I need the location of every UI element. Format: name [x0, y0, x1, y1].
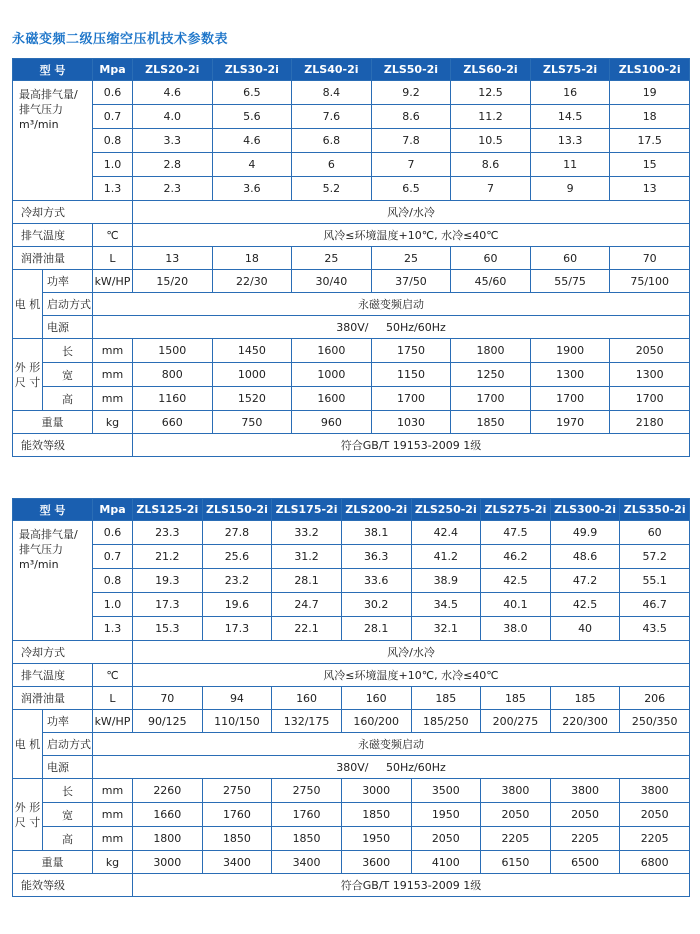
weight-cell: 660: [133, 411, 213, 434]
length-cell: 2260: [133, 779, 203, 803]
flow-cell: 38.1: [341, 521, 411, 545]
flow-row: [13, 521, 690, 545]
header-row: [13, 59, 690, 81]
weight-label: 重量: [13, 411, 93, 434]
oil-cell: 25: [371, 247, 451, 270]
flow-cell: 17.3: [202, 617, 272, 641]
unit-kg: kg: [93, 411, 133, 434]
weight-cell: 6150: [481, 851, 551, 874]
exhaust-temp-label: 排气温度: [13, 664, 93, 687]
width-cell: 1850: [341, 803, 411, 827]
supply-label: 电源: [43, 316, 93, 339]
length-cell: 2750: [272, 779, 342, 803]
pressure-cell: 0.8: [93, 129, 133, 153]
width-cell: 1760: [202, 803, 272, 827]
width-label: 宽: [43, 363, 93, 387]
power-cell: 185/250: [411, 710, 481, 733]
flow-cell: 28.1: [341, 617, 411, 641]
flow-cell: 42.5: [481, 569, 551, 593]
unit-l: L: [93, 247, 133, 270]
length-label: 长: [43, 779, 93, 803]
flow-cell: 27.8: [202, 521, 272, 545]
flow-cell: 4: [212, 153, 292, 177]
weight-cell: 2180: [610, 411, 690, 434]
pressure-cell: 0.7: [93, 545, 133, 569]
energy-label: 能效等级: [13, 874, 133, 897]
oil-cell: 206: [620, 687, 690, 710]
flow-label: [13, 521, 93, 641]
flow-row: [13, 593, 690, 617]
exhaust-temp-label: 排气温度: [13, 224, 93, 247]
supply-value: 380V/ 50Hz/60Hz: [93, 756, 690, 779]
height-cell: 1700: [371, 387, 451, 411]
flow-label: [13, 81, 93, 201]
height-cell: 1600: [292, 387, 372, 411]
unit-l: L: [93, 687, 133, 710]
width-cell: 2050: [481, 803, 551, 827]
model-header: ZLS100-2i: [610, 59, 690, 81]
width-cell: 1950: [411, 803, 481, 827]
exhaust-temp-value: 风冷≤环境温度+10℃, 水冷≤40℃: [133, 224, 690, 247]
width-cell: 1250: [451, 363, 531, 387]
width-cell: 800: [133, 363, 213, 387]
width-cell: 2050: [620, 803, 690, 827]
height-label: 高: [43, 387, 93, 411]
width-label: 宽: [43, 803, 93, 827]
header-row: [13, 499, 690, 521]
flow-cell: 47.2: [550, 569, 620, 593]
flow-cell: 5.6: [212, 105, 292, 129]
power-label: 功率: [43, 270, 93, 293]
model-header: ZLS40-2i: [292, 59, 372, 81]
flow-cell: 40: [550, 617, 620, 641]
length-cell: 3800: [620, 779, 690, 803]
oil-cell: 60: [530, 247, 610, 270]
power-cell: 37/50: [371, 270, 451, 293]
height-row: [13, 387, 690, 411]
exhaust-temp-value: 风冷≤环境温度+10℃, 水冷≤40℃: [133, 664, 690, 687]
flow-cell: 14.5: [530, 105, 610, 129]
width-cell: 1660: [133, 803, 203, 827]
oil-cell: 160: [341, 687, 411, 710]
unit-kw: kW/HP: [93, 270, 133, 293]
power-cell: 250/350: [620, 710, 690, 733]
power-row: [13, 270, 690, 293]
model-header: ZLS75-2i: [530, 59, 610, 81]
flow-cell: 11: [530, 153, 610, 177]
unit-kw: kW/HP: [93, 710, 133, 733]
flow-cell: 9: [530, 177, 610, 201]
power-cell: 45/60: [451, 270, 531, 293]
flow-row: [13, 545, 690, 569]
flow-cell: 55.1: [620, 569, 690, 593]
oil-cell: 60: [451, 247, 531, 270]
oil-cell: 185: [550, 687, 620, 710]
flow-cell: 4.6: [212, 129, 292, 153]
weight-cell: 960: [292, 411, 372, 434]
height-cell: 1520: [212, 387, 292, 411]
weight-cell: 6800: [620, 851, 690, 874]
oil-row: [13, 687, 690, 710]
length-cell: 1450: [212, 339, 292, 363]
flow-cell: 4.6: [133, 81, 213, 105]
height-cell: 1950: [341, 827, 411, 851]
length-cell: 3500: [411, 779, 481, 803]
length-row: [13, 779, 690, 803]
flow-cell: 33.6: [341, 569, 411, 593]
power-cell: 55/75: [530, 270, 610, 293]
flow-cell: 13.3: [530, 129, 610, 153]
supply-value: 380V/ 50Hz/60Hz: [93, 316, 690, 339]
flow-label-line3: m³/min: [19, 118, 59, 131]
height-cell: 1700: [610, 387, 690, 411]
weight-cell: 1970: [530, 411, 610, 434]
flow-cell: 32.1: [411, 617, 481, 641]
height-row: [13, 827, 690, 851]
cooling-value: 风冷/水冷: [133, 641, 690, 664]
cooling-row: [13, 641, 690, 664]
pressure-cell: 0.7: [93, 105, 133, 129]
weight-cell: 3400: [202, 851, 272, 874]
pressure-cell: 1.0: [93, 593, 133, 617]
flow-cell: 31.2: [272, 545, 342, 569]
length-cell: 1900: [530, 339, 610, 363]
power-cell: 160/200: [341, 710, 411, 733]
length-cell: 2750: [202, 779, 272, 803]
flow-cell: 15: [610, 153, 690, 177]
flow-cell: 38.0: [481, 617, 551, 641]
power-cell: 200/275: [481, 710, 551, 733]
cooling-label: 冷却方式: [13, 201, 133, 224]
length-cell: 1500: [133, 339, 213, 363]
width-row: [13, 803, 690, 827]
power-label: 功率: [43, 710, 93, 733]
length-cell: 3000: [341, 779, 411, 803]
flow-cell: 3.3: [133, 129, 213, 153]
flow-cell: 34.5: [411, 593, 481, 617]
flow-cell: 6.5: [212, 81, 292, 105]
oil-cell: 25: [292, 247, 372, 270]
weight-cell: 3600: [341, 851, 411, 874]
unit-c: ℃: [93, 664, 133, 687]
flow-row: [13, 617, 690, 641]
unit-c: ℃: [93, 224, 133, 247]
weight-cell: 750: [212, 411, 292, 434]
start-label: 启动方式: [43, 733, 93, 756]
flow-cell: 15.3: [133, 617, 203, 641]
flow-cell: 57.2: [620, 545, 690, 569]
flow-cell: 25.6: [202, 545, 272, 569]
flow-cell: 36.3: [341, 545, 411, 569]
model-header: ZLS275-2i: [481, 499, 551, 521]
width-cell: 1300: [530, 363, 610, 387]
height-label: 高: [43, 827, 93, 851]
energy-value: 符合GB/T 19153-2009 1级: [133, 434, 690, 457]
flow-label-line3: m³/min: [19, 558, 59, 571]
flow-cell: 6.8: [292, 129, 372, 153]
oil-label: 润滑油量: [13, 247, 93, 270]
oil-row: [13, 247, 690, 270]
height-cell: 2205: [550, 827, 620, 851]
unit-mm: mm: [93, 803, 133, 827]
oil-cell: 13: [133, 247, 213, 270]
flow-row: [13, 105, 690, 129]
flow-row: [13, 81, 690, 105]
flow-cell: 11.2: [451, 105, 531, 129]
power-cell: 90/125: [133, 710, 203, 733]
flow-cell: 19.3: [133, 569, 203, 593]
flow-cell: 2.8: [133, 153, 213, 177]
length-label: 长: [43, 339, 93, 363]
power-cell: 22/30: [212, 270, 292, 293]
height-cell: 1850: [272, 827, 342, 851]
model-header: ZLS350-2i: [620, 499, 690, 521]
oil-cell: 94: [202, 687, 272, 710]
flow-label-line1: 最高排气量/: [19, 88, 78, 101]
pressure-cell: 0.6: [93, 81, 133, 105]
model-header: ZLS30-2i: [212, 59, 292, 81]
unit-mm: mm: [93, 779, 133, 803]
power-cell: 132/175: [272, 710, 342, 733]
oil-cell: 18: [212, 247, 292, 270]
pressure-cell: 1.3: [93, 177, 133, 201]
header-model: 型 号: [13, 499, 93, 521]
oil-cell: 185: [481, 687, 551, 710]
length-cell: 1600: [292, 339, 372, 363]
header-model: 型 号: [13, 59, 93, 81]
flow-label-line2: 排气压力: [19, 543, 63, 556]
page-title: 永磁变频二级压缩空压机技术参数表: [12, 32, 229, 47]
flow-cell: 12.5: [451, 81, 531, 105]
power-cell: 220/300: [550, 710, 620, 733]
width-cell: 1000: [292, 363, 372, 387]
flow-cell: 7: [371, 153, 451, 177]
flow-cell: 49.9: [550, 521, 620, 545]
spec-table-2: [12, 498, 690, 897]
height-cell: 2205: [620, 827, 690, 851]
flow-cell: 17.5: [610, 129, 690, 153]
flow-cell: 16: [530, 81, 610, 105]
oil-cell: 185: [411, 687, 481, 710]
flow-cell: 8.6: [451, 153, 531, 177]
pressure-cell: 0.8: [93, 569, 133, 593]
model-header: ZLS60-2i: [451, 59, 531, 81]
cooling-row: [13, 201, 690, 224]
cooling-label: 冷却方式: [13, 641, 133, 664]
weight-cell: 1030: [371, 411, 451, 434]
supply-label: 电源: [43, 756, 93, 779]
spec-table-1: [12, 58, 690, 457]
dims-label: 外 形 尺 寸: [13, 339, 43, 411]
flow-row: [13, 153, 690, 177]
width-row: [13, 363, 690, 387]
flow-cell: 40.1: [481, 593, 551, 617]
height-cell: 1160: [133, 387, 213, 411]
flow-cell: 24.7: [272, 593, 342, 617]
flow-cell: 23.3: [133, 521, 203, 545]
flow-cell: 17.3: [133, 593, 203, 617]
flow-cell: 33.2: [272, 521, 342, 545]
model-header: ZLS200-2i: [341, 499, 411, 521]
flow-cell: 42.5: [550, 593, 620, 617]
start-label: 启动方式: [43, 293, 93, 316]
flow-cell: 6.5: [371, 177, 451, 201]
height-cell: 1700: [451, 387, 531, 411]
length-cell: 1750: [371, 339, 451, 363]
flow-cell: 9.2: [371, 81, 451, 105]
flow-cell: 19.6: [202, 593, 272, 617]
flow-cell: 38.9: [411, 569, 481, 593]
flow-row: [13, 177, 690, 201]
flow-cell: 23.2: [202, 569, 272, 593]
weight-cell: 3000: [133, 851, 203, 874]
height-cell: 2050: [411, 827, 481, 851]
cooling-value: 风冷/水冷: [133, 201, 690, 224]
flow-cell: 13: [610, 177, 690, 201]
pressure-cell: 1.0: [93, 153, 133, 177]
weight-label: 重量: [13, 851, 93, 874]
exhaust-temp-row: [13, 664, 690, 687]
flow-cell: 46.7: [620, 593, 690, 617]
oil-cell: 70: [610, 247, 690, 270]
motor-label: 电 机: [13, 270, 43, 339]
height-cell: 1850: [202, 827, 272, 851]
flow-cell: 46.2: [481, 545, 551, 569]
unit-mm: mm: [93, 363, 133, 387]
width-cell: 2050: [550, 803, 620, 827]
flow-cell: 47.5: [481, 521, 551, 545]
exhaust-temp-row: [13, 224, 690, 247]
width-cell: 1760: [272, 803, 342, 827]
width-cell: 1000: [212, 363, 292, 387]
width-cell: 1300: [610, 363, 690, 387]
energy-value: 符合GB/T 19153-2009 1级: [133, 874, 690, 897]
height-cell: 1800: [133, 827, 203, 851]
height-cell: 2205: [481, 827, 551, 851]
start-value: 永磁变频启动: [93, 733, 690, 756]
weight-cell: 4100: [411, 851, 481, 874]
flow-cell: 48.6: [550, 545, 620, 569]
model-header: ZLS50-2i: [371, 59, 451, 81]
model-header: ZLS20-2i: [133, 59, 213, 81]
weight-row: [13, 411, 690, 434]
model-header: ZLS250-2i: [411, 499, 481, 521]
flow-cell: 10.5: [451, 129, 531, 153]
start-value: 永磁变频启动: [93, 293, 690, 316]
model-header: ZLS125-2i: [133, 499, 203, 521]
power-cell: 15/20: [133, 270, 213, 293]
oil-cell: 160: [272, 687, 342, 710]
supply-row: [13, 756, 690, 779]
flow-cell: 5.2: [292, 177, 372, 201]
flow-cell: 19: [610, 81, 690, 105]
oil-label: 润滑油量: [13, 687, 93, 710]
energy-label: 能效等级: [13, 434, 133, 457]
length-cell: 2050: [610, 339, 690, 363]
flow-cell: 28.1: [272, 569, 342, 593]
start-row: [13, 293, 690, 316]
flow-cell: 8.6: [371, 105, 451, 129]
pressure-cell: 0.6: [93, 521, 133, 545]
header-mpa: Mpa: [93, 499, 133, 521]
weight-cell: 3400: [272, 851, 342, 874]
flow-cell: 60: [620, 521, 690, 545]
power-cell: 30/40: [292, 270, 372, 293]
unit-mm: mm: [93, 827, 133, 851]
flow-cell: 6: [292, 153, 372, 177]
flow-cell: 22.1: [272, 617, 342, 641]
header-mpa: Mpa: [93, 59, 133, 81]
flow-cell: 18: [610, 105, 690, 129]
height-cell: 1700: [530, 387, 610, 411]
weight-cell: 6500: [550, 851, 620, 874]
length-row: [13, 339, 690, 363]
energy-row: [13, 874, 690, 897]
start-row: [13, 733, 690, 756]
power-cell: 110/150: [202, 710, 272, 733]
flow-cell: 41.2: [411, 545, 481, 569]
flow-cell: 43.5: [620, 617, 690, 641]
weight-cell: 1850: [451, 411, 531, 434]
supply-row: [13, 316, 690, 339]
flow-cell: 7: [451, 177, 531, 201]
flow-cell: 4.0: [133, 105, 213, 129]
model-header: ZLS150-2i: [202, 499, 272, 521]
unit-kg: kg: [93, 851, 133, 874]
power-cell: 75/100: [610, 270, 690, 293]
flow-cell: 21.2: [133, 545, 203, 569]
weight-row: [13, 851, 690, 874]
flow-cell: 7.6: [292, 105, 372, 129]
pressure-cell: 1.3: [93, 617, 133, 641]
flow-cell: 42.4: [411, 521, 481, 545]
length-cell: 3800: [550, 779, 620, 803]
model-header: ZLS300-2i: [550, 499, 620, 521]
width-cell: 1150: [371, 363, 451, 387]
flow-cell: 7.8: [371, 129, 451, 153]
flow-row: [13, 129, 690, 153]
power-row: [13, 710, 690, 733]
flow-label-line2: 排气压力: [19, 103, 63, 116]
oil-cell: 70: [133, 687, 203, 710]
unit-mm: mm: [93, 339, 133, 363]
length-cell: 1800: [451, 339, 531, 363]
unit-mm: mm: [93, 387, 133, 411]
flow-label-line1: 最高排气量/: [19, 528, 78, 541]
dims-label: 外 形 尺 寸: [13, 779, 43, 851]
model-header: ZLS175-2i: [272, 499, 342, 521]
length-cell: 3800: [481, 779, 551, 803]
energy-row: [13, 434, 690, 457]
motor-label: 电 机: [13, 710, 43, 779]
flow-cell: 2.3: [133, 177, 213, 201]
flow-cell: 8.4: [292, 81, 372, 105]
flow-row: [13, 569, 690, 593]
flow-cell: 30.2: [341, 593, 411, 617]
flow-cell: 3.6: [212, 177, 292, 201]
